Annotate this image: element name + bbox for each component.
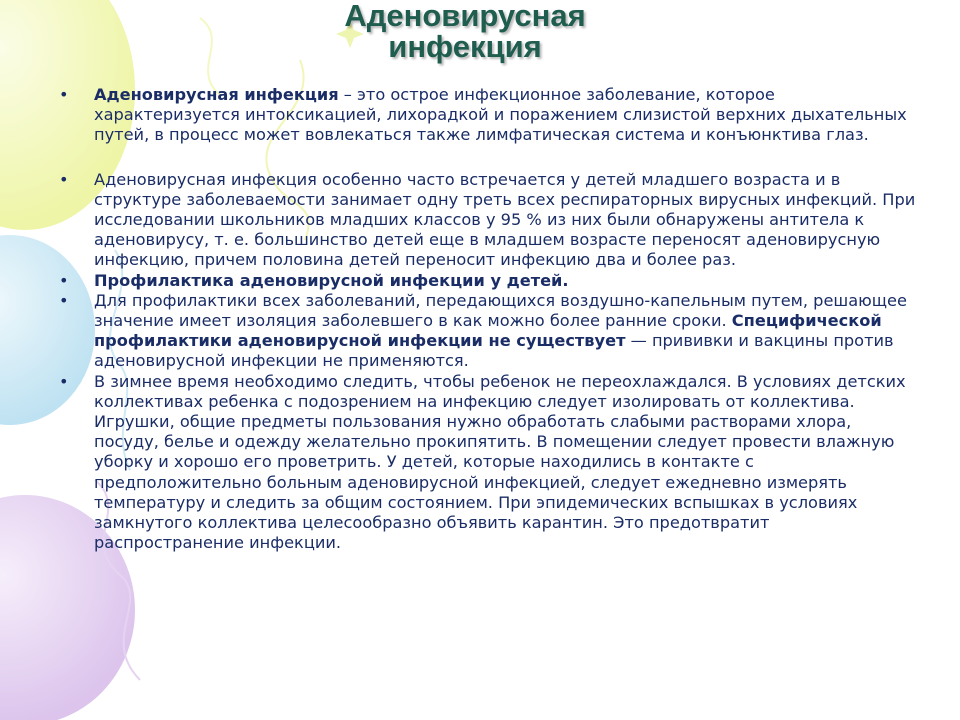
bullet-marker: • xyxy=(59,371,69,391)
paragraph-text: Для профилактики всех заболеваний, передающихся воздушно-капельным путем, решающее значение имеет изоляция заболевшего в как можно более ранние сроки. xyxy=(94,290,907,331)
section-heading: Профилактика аденовирусной инфекции у детей. xyxy=(94,270,569,290)
list-item xyxy=(56,85,916,146)
list-item xyxy=(56,271,916,291)
bullet-list xyxy=(56,85,916,553)
paragraph-text: — прививки и вакцины против аденовирусной инфекции не применяются. xyxy=(94,331,894,371)
bullet-marker: • xyxy=(59,270,69,290)
paragraph-text: Аденовирусная инфекция особенно часто встречается у детей младшего возраста и в структуре заболеваемости занимает одну треть всех респираторных вирусных инфекций. При исследовании школьников младших классов у 95 % из них были обнаружены антитела к аденовирусу, т. е. большинство детей еще в младшем возрасте переносят аденовирусную инфекцию, причем половина детей переносит инфекцию два и более раз. xyxy=(94,169,916,270)
list-item xyxy=(56,291,916,372)
bullet-marker: • xyxy=(59,169,69,189)
slide-title-line: инфекция xyxy=(388,29,542,64)
list-item xyxy=(56,170,916,271)
list-item xyxy=(56,372,916,554)
slide-title xyxy=(250,0,680,62)
emphasis-bold: Специфической профилактики аденовирусной инфекции не существует xyxy=(94,311,882,351)
paragraph-text: В зимнее время необходимо следить, чтобы ребенок не переохлаждался. В условиях детских коллективах ребенка с подозрением на инфекцию следует изолировать от коллектива. Игрушки, общие предметы пользования нужно обработать слабыми растворами хлора, посуду, белье и одежду желательно прокипятить. В помещении следует провести влажную уборку и хорошо его проветрить. У детей, которые находились в контакте с предположительно больным аденовирусной инфекцией, следует ежедневно измерять температуру и следить за общим состоянием. При эпидемических вспышках в условиях замкнутого коллектива целесообразно объявить карантин. Это предотвратит распространение инфекции. xyxy=(94,371,906,553)
term-bold: Аденовирусная инфекция xyxy=(94,85,339,104)
paragraph-text: – это острое инфекционное заболевание, которое характеризуется интоксикацией, лихорадкой и поражением слизистой верхних дыхательных путей, в процесс может вовлекаться также лимфатическая система и конъюнктива глаз. xyxy=(94,85,907,145)
slide-title-line: Аденовирусная xyxy=(344,0,586,33)
bullet-marker: • xyxy=(59,85,69,104)
bullet-marker: • xyxy=(59,290,69,310)
